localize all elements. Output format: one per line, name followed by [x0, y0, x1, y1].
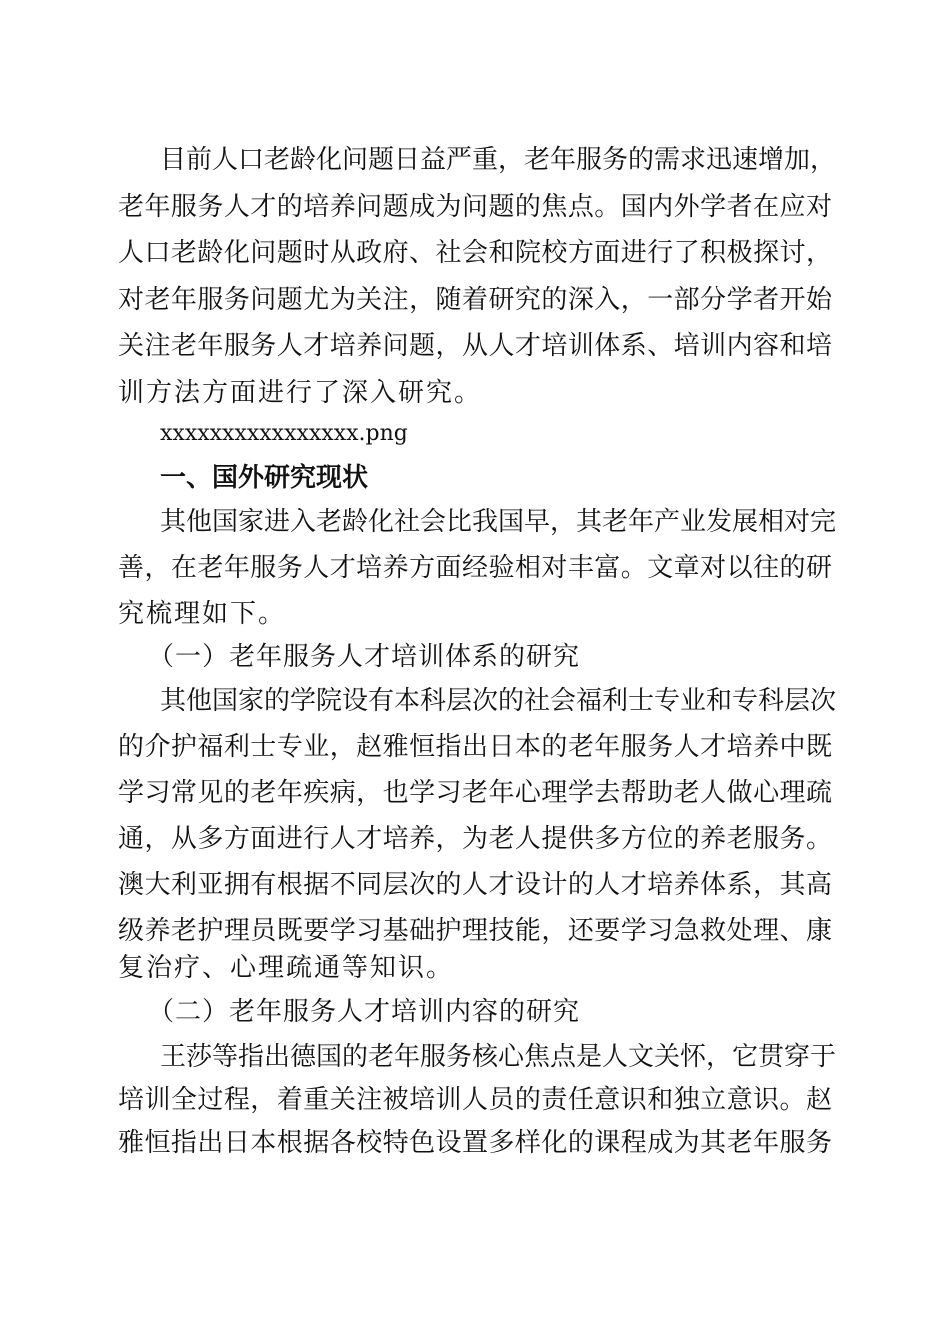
paragraph-line: 人口老龄化问题时从政府、社会和院校方面进行了积极探讨，	[118, 238, 832, 268]
paragraph-line: 通，从多方面进行人才培养，为老人提供多方位的养老服务。	[118, 824, 832, 854]
paragraph-line: 对老年服务问题尤为关注，随着研究的深入，一部分学者开始	[118, 285, 832, 315]
paragraph-line: 学习常见的老年疾病，也学习老年心理学去帮助老人做心理疏	[118, 778, 832, 808]
paragraph-line: 训方法方面进行了深入研究。	[118, 378, 483, 408]
paragraph-line: 老年服务人才的培养问题成为问题的焦点。国内外学者在应对	[118, 192, 832, 222]
subsection-heading: （一）老年服务人才培训体系的研究	[148, 642, 581, 672]
paragraph-line: 复治疗、心理疏通等知识。	[118, 953, 455, 983]
paragraph-line: 王莎等指出德国的老年服务核心焦点是人文关怀，它贯穿于	[160, 1042, 837, 1072]
paragraph-line: 其他国家进入老龄化社会比我国早，其老年产业发展相对完	[160, 507, 837, 537]
section-heading: 一、国外研究现状	[160, 463, 369, 493]
paragraph-line: 级养老护理员既要学习基础护理技能，还要学习急救处理、康	[118, 916, 832, 946]
paragraph-line: 究梳理如下。	[118, 599, 287, 629]
paragraph-line: 其他国家的学院设有本科层次的社会福利士专业和专科层次	[160, 686, 837, 716]
paragraph-line: 关注老年服务人才培养问题，从人才培训体系、培训内容和培	[118, 331, 832, 361]
paragraph-line: 的介护福利士专业，赵雅恒指出日本的老年服务人才培养中既	[118, 732, 832, 762]
paragraph-line: 培训全过程，着重关注被培训人员的责任意识和独立意识。赵	[118, 1085, 832, 1115]
subsection-heading: （二）老年服务人才培训内容的研究	[148, 997, 581, 1027]
paragraph-line: 澳大利亚拥有根据不同层次的人才设计的人才培养体系，其高	[118, 870, 832, 900]
image-placeholder-filename: xxxxxxxxxxxxxxxx.png	[160, 421, 408, 446]
paragraph-line: 善，在老年服务人才培养方面经验相对丰富。文章对以往的研	[118, 553, 832, 583]
paragraph-line: 目前人口老龄化问题日益严重，老年服务的需求迅速增加，	[160, 145, 837, 175]
paragraph-line: 雅恒指出日本根据各校特色设置多样化的课程成为其老年服务	[118, 1128, 832, 1158]
